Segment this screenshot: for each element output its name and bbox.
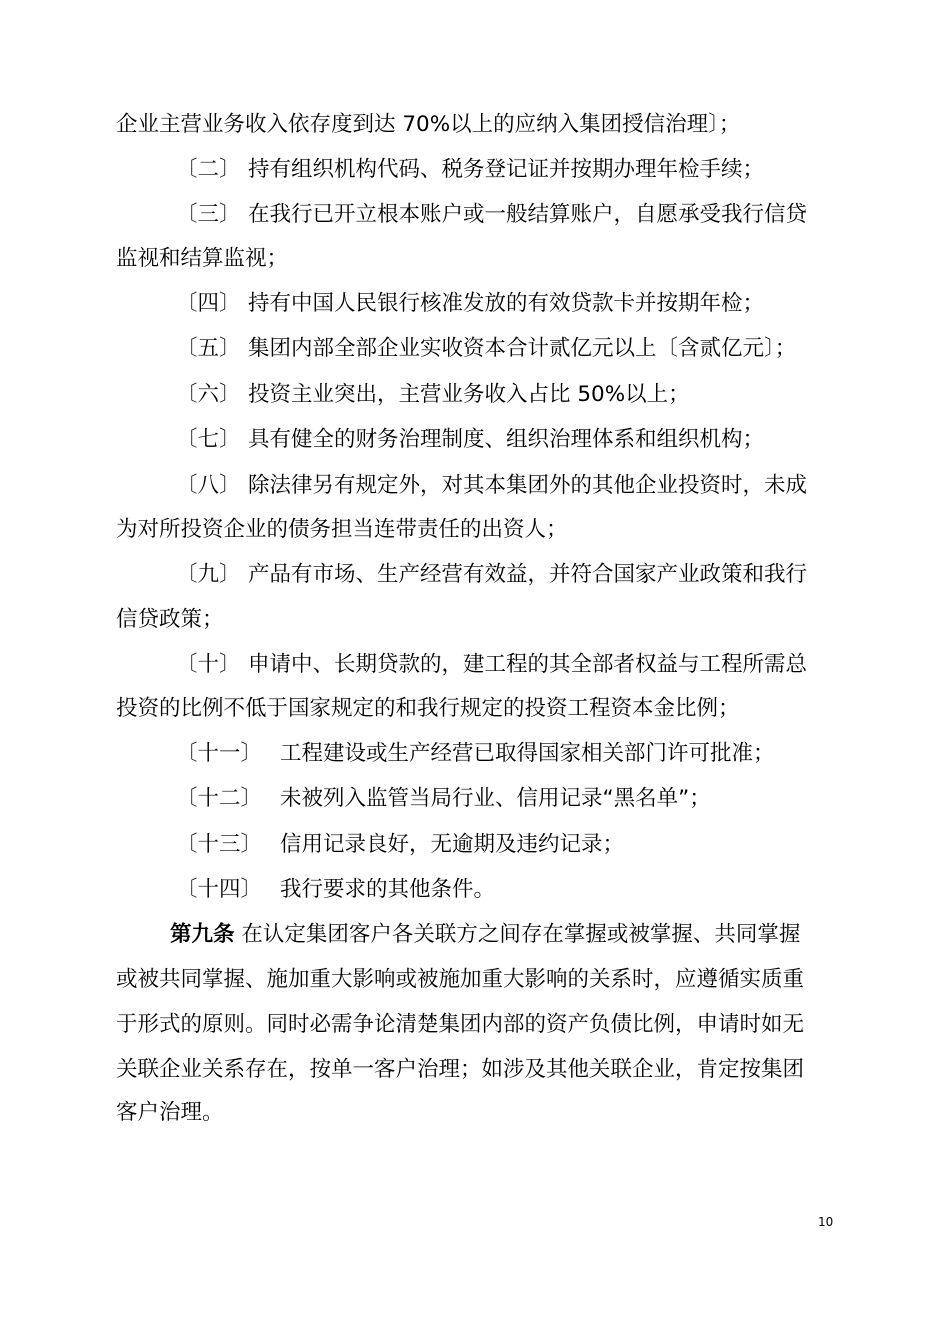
list-item: 〔三〕 在我行已开立根本账户或一般结算账户，自愿承受我行信贷 xyxy=(176,200,807,230)
list-item: 〔四〕 持有中国人民银行核准发放的有效贷款卡并按期年检； xyxy=(176,289,764,319)
page-number: 10 xyxy=(818,1215,834,1229)
text-line: 监视和结算监视； xyxy=(116,246,289,271)
list-item: 〔十〕 申请中、长期贷款的，建工程的其全部者权益与工程所需总 xyxy=(176,650,807,680)
text-line: 关联企业关系存在，按单一客户治理；如涉及其他关联企业，肯定按集团 xyxy=(116,1057,805,1082)
list-item: 〔十一〕 工程建设或生产经营已取得国家相关部门许可批准； xyxy=(176,739,775,769)
list-item: 〔八〕 除法律另有规定外，对其本集团外的其他企业投资时，未成 xyxy=(176,471,807,501)
text-line: 或被共同掌握、施加重大影响或被施加重大影响的关系时，应遵循实质重 xyxy=(116,967,805,992)
item-marker: 〔四〕 xyxy=(176,291,241,316)
item-marker: 〔三〕 xyxy=(176,202,241,227)
text-line: 客户治理。 xyxy=(116,1100,224,1125)
item-marker: 〔十一〕 xyxy=(176,741,263,766)
item-marker: 〔十三〕 xyxy=(176,832,263,857)
item-marker: 〔十〕 xyxy=(176,652,241,677)
item-marker: 〔九〕 xyxy=(176,562,241,587)
list-item: 〔十二〕 未被列入监管当局行业、信用记录“黑名单”； xyxy=(176,784,711,814)
item-marker: 〔二〕 xyxy=(176,157,241,182)
text-line: 企业主营业务收入依存度到达 70%以上的应纳入集团授信治理〕； xyxy=(116,112,741,137)
list-item: 〔六〕 投资主业突出，主营业务收入占比 50%以上； xyxy=(176,380,690,410)
list-item: 〔九〕 产品有市场、生产经营有效益，并符合国家产业政策和我行 xyxy=(176,560,807,590)
text-line: 投资的比例不低于国家规定的和我行规定的投资工程资本金比例； xyxy=(116,696,740,721)
text-line: 于形式的原则。同时必需争论清楚集团内部的资产负债比例，申请时如无 xyxy=(116,1012,805,1037)
item-marker: 〔八〕 xyxy=(176,473,241,498)
item-marker: 〔五〕 xyxy=(176,336,241,361)
text-line: 信贷政策； xyxy=(116,607,224,632)
list-item: 〔二〕 持有组织机构代码、税务登记证并按期办理年检手续； xyxy=(176,155,764,185)
list-item: 〔七〕 具有健全的财务治理制度、组织治理体系和组织机构； xyxy=(176,425,764,455)
article-label: 第九条 xyxy=(170,922,235,947)
item-marker: 〔十四〕 xyxy=(176,877,263,902)
item-marker: 〔七〕 xyxy=(176,427,241,452)
article-heading-line: 第九条 在认定集团客户各关联方之间存在掌握或被掌握、共同掌握 xyxy=(170,922,801,947)
item-marker: 〔十二〕 xyxy=(176,786,263,811)
list-item: 〔十四〕 我行要求的其他条件。 xyxy=(176,875,495,905)
text-line: 为对所投资企业的债务担当连带责任的出资人； xyxy=(116,517,568,542)
item-marker: 〔六〕 xyxy=(176,382,241,407)
list-item: 〔五〕 集团内部全部企业实收资本合计贰亿元以上〔含贰亿元〕； xyxy=(176,334,796,364)
list-item: 〔十三〕 信用记录良好，无逾期及违约记录； xyxy=(176,830,624,860)
